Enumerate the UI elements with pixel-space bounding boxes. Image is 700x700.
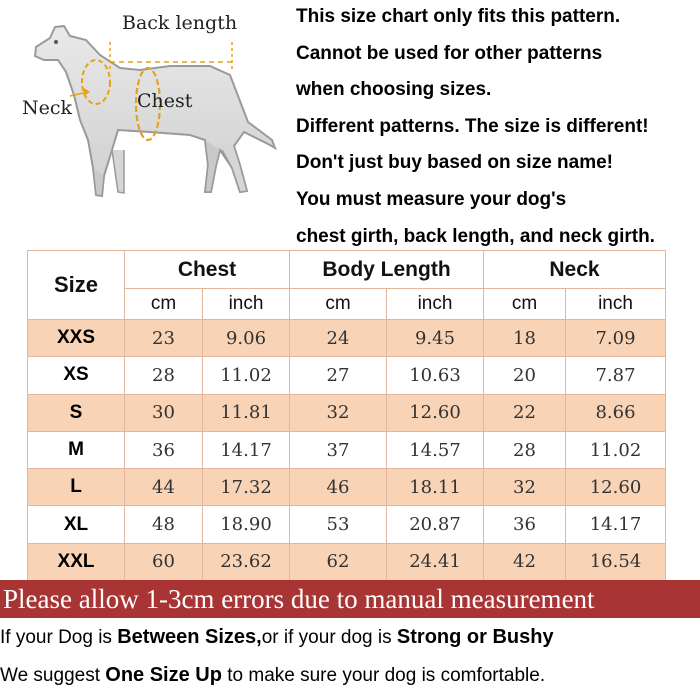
body-length-group-header: Body Length [290,251,484,289]
table-row [28,469,666,506]
value-cell: 9.45 [387,320,484,357]
unit-header: cm [290,289,387,320]
value-cell: 22 [484,394,566,431]
sizing-tip-line-2 [0,664,700,687]
dog-measurement-diagram [0,0,290,250]
table-row [28,320,666,357]
value-cell: 62 [290,543,387,580]
size-cell: XL [28,506,125,543]
value-cell: 48 [125,506,203,543]
value-cell: 11.02 [203,357,290,394]
value-cell: 36 [125,431,203,468]
note-line: Cannot be used for other patterns [296,42,603,64]
tip-emphasis: Between Sizes, [117,626,262,648]
table-row [28,431,666,468]
size-cell: XXS [28,320,125,357]
note-line: Don't just buy based on size name! [296,152,614,174]
chest-label: Chest [137,90,193,112]
value-cell: 46 [290,469,387,506]
value-cell: 20.87 [387,506,484,543]
value-cell: 18 [484,320,566,357]
back-length-label: Back length [122,12,238,34]
measurement-error-banner [0,580,700,618]
table-row [28,394,666,431]
tip-text: or if your dog is [261,627,397,648]
table-row [28,543,666,580]
value-cell: 9.06 [203,320,290,357]
tip-text: We suggest [0,665,106,686]
value-cell: 36 [484,506,566,543]
value-cell: 28 [125,357,203,394]
size-cell: XXL [28,543,125,580]
value-cell: 44 [125,469,203,506]
value-cell: 27 [290,357,387,394]
size-cell: XS [28,357,125,394]
value-cell: 24 [290,320,387,357]
value-cell: 17.32 [203,469,290,506]
value-cell: 30 [125,394,203,431]
table-row [28,357,666,394]
size-table [27,250,666,581]
chest-group-header: Chest [125,251,290,289]
value-cell: 28 [484,431,566,468]
note-line: when choosing sizes. [296,79,492,101]
value-cell: 18.90 [203,506,290,543]
value-cell: 23 [125,320,203,357]
value-cell: 37 [290,431,387,468]
neck-group-header: Neck [484,251,666,289]
value-cell: 53 [290,506,387,543]
value-cell: 7.87 [566,357,666,394]
value-cell: 14.57 [387,431,484,468]
value-cell: 8.66 [566,394,666,431]
value-cell: 12.60 [387,394,484,431]
value-cell: 14.17 [566,506,666,543]
value-cell: 24.41 [387,543,484,580]
value-cell: 12.60 [566,469,666,506]
value-cell: 23.62 [203,543,290,580]
unit-header: inch [566,289,666,320]
note-line: You must measure your dog's [296,188,567,210]
tip-text: to make sure your dog is comfortable. [221,665,546,686]
neck-label: Neck [22,97,73,119]
note-line: Different patterns. The size is different! [296,115,649,137]
value-cell: 32 [290,394,387,431]
value-cell: 18.11 [387,469,484,506]
size-cell: S [28,394,125,431]
tip-text: If your Dog is [0,627,118,648]
value-cell: 60 [125,543,203,580]
note-line: chest girth, back length, and neck girth. [296,225,655,247]
dog-silhouette-icon [0,0,290,250]
value-cell: 14.17 [203,431,290,468]
size-cell: M [28,431,125,468]
unit-header: cm [484,289,566,320]
unit-header: inch [387,289,484,320]
value-cell: 32 [484,469,566,506]
sizing-tip-line-1 [0,626,700,649]
tip-emphasis: Strong or Bushy [396,626,554,648]
unit-header: cm [125,289,203,320]
value-cell: 16.54 [566,543,666,580]
table-row [28,506,666,543]
value-cell: 10.63 [387,357,484,394]
note-line: This size chart only fits this pattern. [296,6,621,27]
unit-header: inch [203,289,290,320]
tip-emphasis: One Size Up [105,664,222,686]
size-cell: L [28,469,125,506]
value-cell: 42 [484,543,566,580]
value-cell: 11.81 [203,394,290,431]
value-cell: 11.02 [566,431,666,468]
value-cell: 20 [484,357,566,394]
size-column-header: Size [28,251,125,320]
value-cell: 7.09 [566,320,666,357]
banner-text: Please allow 1-3cm errors due to manual measurement [3,584,595,614]
size-chart-notes [296,4,700,260]
